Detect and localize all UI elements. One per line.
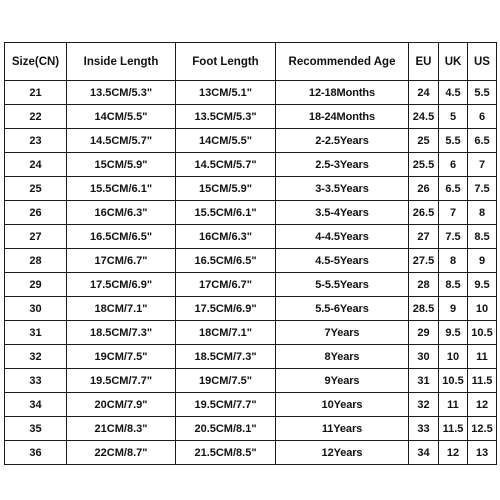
- cell-size-cn: 27: [5, 225, 67, 249]
- cell-inside-length: 19CM/7.5": [67, 345, 176, 369]
- table-row: [5, 297, 497, 321]
- cell-size-cn: 26: [5, 201, 67, 225]
- cell-uk: 5.5: [439, 129, 468, 153]
- cell-us: 9.5: [468, 273, 497, 297]
- cell-recommended-age: 12-18Months: [276, 81, 409, 105]
- cell-size-cn: 31: [5, 321, 67, 345]
- cell-uk: 10.5: [439, 369, 468, 393]
- cell-size-cn: 32: [5, 345, 67, 369]
- cell-foot-length: 16CM/6.3": [176, 225, 276, 249]
- cell-eu: 34: [409, 441, 439, 465]
- cell-size-cn: 35: [5, 417, 67, 441]
- cell-uk: 5: [439, 105, 468, 129]
- cell-uk: 7.5: [439, 225, 468, 249]
- header-eu: EU: [409, 43, 439, 81]
- cell-eu: 32: [409, 393, 439, 417]
- cell-us: 12: [468, 393, 497, 417]
- cell-foot-length: 19.5CM/7.7": [176, 393, 276, 417]
- cell-recommended-age: 3.5-4Years: [276, 201, 409, 225]
- cell-uk: 9.5: [439, 321, 468, 345]
- cell-inside-length: 16.5CM/6.5": [67, 225, 176, 249]
- cell-foot-length: 15.5CM/6.1": [176, 201, 276, 225]
- cell-recommended-age: 4.5-5Years: [276, 249, 409, 273]
- cell-recommended-age: 18-24Months: [276, 105, 409, 129]
- cell-eu: 28: [409, 273, 439, 297]
- cell-inside-length: 14.5CM/5.7": [67, 129, 176, 153]
- cell-recommended-age: 8Years: [276, 345, 409, 369]
- cell-uk: 6.5: [439, 177, 468, 201]
- cell-eu: 24: [409, 81, 439, 105]
- size-chart-table: [4, 42, 497, 465]
- cell-inside-length: 22CM/8.7": [67, 441, 176, 465]
- header-recommended-age: Recommended Age: [276, 43, 409, 81]
- header-foot-length: Foot Length: [176, 43, 276, 81]
- cell-size-cn: 29: [5, 273, 67, 297]
- cell-foot-length: 13CM/5.1": [176, 81, 276, 105]
- table-row: [5, 225, 497, 249]
- cell-eu: 28.5: [409, 297, 439, 321]
- cell-uk: 7: [439, 201, 468, 225]
- cell-us: 8.5: [468, 225, 497, 249]
- cell-eu: 25: [409, 129, 439, 153]
- cell-eu: 25.5: [409, 153, 439, 177]
- cell-us: 7.5: [468, 177, 497, 201]
- cell-uk: 10: [439, 345, 468, 369]
- cell-foot-length: 18CM/7.1": [176, 321, 276, 345]
- table-row: [5, 129, 497, 153]
- cell-recommended-age: 9Years: [276, 369, 409, 393]
- cell-foot-length: 20.5CM/8.1": [176, 417, 276, 441]
- cell-us: 11: [468, 345, 497, 369]
- header-us: US: [468, 43, 497, 81]
- cell-recommended-age: 12Years: [276, 441, 409, 465]
- cell-uk: 6: [439, 153, 468, 177]
- cell-uk: 11.5: [439, 417, 468, 441]
- table-body: [5, 81, 497, 465]
- cell-size-cn: 30: [5, 297, 67, 321]
- table-header: [5, 43, 497, 81]
- header-inside-length: Inside Length: [67, 43, 176, 81]
- cell-eu: 24.5: [409, 105, 439, 129]
- cell-us: 5.5: [468, 81, 497, 105]
- cell-inside-length: 15.5CM/6.1": [67, 177, 176, 201]
- cell-recommended-age: 3-3.5Years: [276, 177, 409, 201]
- cell-recommended-age: 5.5-6Years: [276, 297, 409, 321]
- cell-size-cn: 23: [5, 129, 67, 153]
- cell-size-cn: 24: [5, 153, 67, 177]
- cell-inside-length: 18.5CM/7.3": [67, 321, 176, 345]
- cell-size-cn: 28: [5, 249, 67, 273]
- cell-us: 9: [468, 249, 497, 273]
- header-row: [5, 43, 497, 81]
- cell-foot-length: 15CM/5.9": [176, 177, 276, 201]
- table-row: [5, 249, 497, 273]
- cell-inside-length: 18CM/7.1": [67, 297, 176, 321]
- table-row: [5, 369, 497, 393]
- table-row: [5, 153, 497, 177]
- cell-eu: 27: [409, 225, 439, 249]
- cell-uk: 12: [439, 441, 468, 465]
- cell-eu: 30: [409, 345, 439, 369]
- cell-recommended-age: 4-4.5Years: [276, 225, 409, 249]
- cell-uk: 8.5: [439, 273, 468, 297]
- cell-size-cn: 34: [5, 393, 67, 417]
- cell-eu: 29: [409, 321, 439, 345]
- cell-size-cn: 25: [5, 177, 67, 201]
- cell-uk: 11: [439, 393, 468, 417]
- cell-recommended-age: 2.5-3Years: [276, 153, 409, 177]
- cell-eu: 33: [409, 417, 439, 441]
- cell-uk: 4.5: [439, 81, 468, 105]
- cell-size-cn: 36: [5, 441, 67, 465]
- cell-us: 6: [468, 105, 497, 129]
- cell-size-cn: 22: [5, 105, 67, 129]
- cell-us: 7: [468, 153, 497, 177]
- cell-foot-length: 14.5CM/5.7": [176, 153, 276, 177]
- header-uk: UK: [439, 43, 468, 81]
- cell-foot-length: 19CM/7.5": [176, 369, 276, 393]
- cell-foot-length: 18.5CM/7.3": [176, 345, 276, 369]
- table-row: [5, 177, 497, 201]
- cell-recommended-age: 5-5.5Years: [276, 273, 409, 297]
- cell-us: 11.5: [468, 369, 497, 393]
- cell-recommended-age: 11Years: [276, 417, 409, 441]
- cell-foot-length: 16.5CM/6.5": [176, 249, 276, 273]
- cell-foot-length: 21.5CM/8.5": [176, 441, 276, 465]
- cell-inside-length: 20CM/7.9": [67, 393, 176, 417]
- cell-foot-length: 13.5CM/5.3": [176, 105, 276, 129]
- cell-uk: 9: [439, 297, 468, 321]
- cell-us: 10.5: [468, 321, 497, 345]
- cell-inside-length: 21CM/8.3": [67, 417, 176, 441]
- table-row: [5, 345, 497, 369]
- cell-inside-length: 14CM/5.5": [67, 105, 176, 129]
- cell-inside-length: 17CM/6.7": [67, 249, 176, 273]
- table-row: [5, 441, 497, 465]
- table-row: [5, 321, 497, 345]
- cell-inside-length: 15CM/5.9": [67, 153, 176, 177]
- cell-foot-length: 14CM/5.5": [176, 129, 276, 153]
- cell-size-cn: 33: [5, 369, 67, 393]
- cell-eu: 31: [409, 369, 439, 393]
- cell-foot-length: 17.5CM/6.9": [176, 297, 276, 321]
- cell-us: 13: [468, 441, 497, 465]
- table-row: [5, 417, 497, 441]
- table-row: [5, 105, 497, 129]
- cell-size-cn: 21: [5, 81, 67, 105]
- cell-us: 6.5: [468, 129, 497, 153]
- cell-inside-length: 16CM/6.3": [67, 201, 176, 225]
- table-row: [5, 201, 497, 225]
- cell-eu: 27.5: [409, 249, 439, 273]
- cell-us: 10: [468, 297, 497, 321]
- cell-eu: 26: [409, 177, 439, 201]
- cell-us: 12.5: [468, 417, 497, 441]
- cell-recommended-age: 10Years: [276, 393, 409, 417]
- cell-foot-length: 17CM/6.7": [176, 273, 276, 297]
- header-size-cn: Size(CN): [5, 43, 67, 81]
- table-row: [5, 273, 497, 297]
- cell-eu: 26.5: [409, 201, 439, 225]
- cell-uk: 8: [439, 249, 468, 273]
- table-row: [5, 81, 497, 105]
- cell-inside-length: 13.5CM/5.3": [67, 81, 176, 105]
- cell-us: 8: [468, 201, 497, 225]
- cell-inside-length: 17.5CM/6.9": [67, 273, 176, 297]
- cell-recommended-age: 7Years: [276, 321, 409, 345]
- cell-inside-length: 19.5CM/7.7": [67, 369, 176, 393]
- table-row: [5, 393, 497, 417]
- cell-recommended-age: 2-2.5Years: [276, 129, 409, 153]
